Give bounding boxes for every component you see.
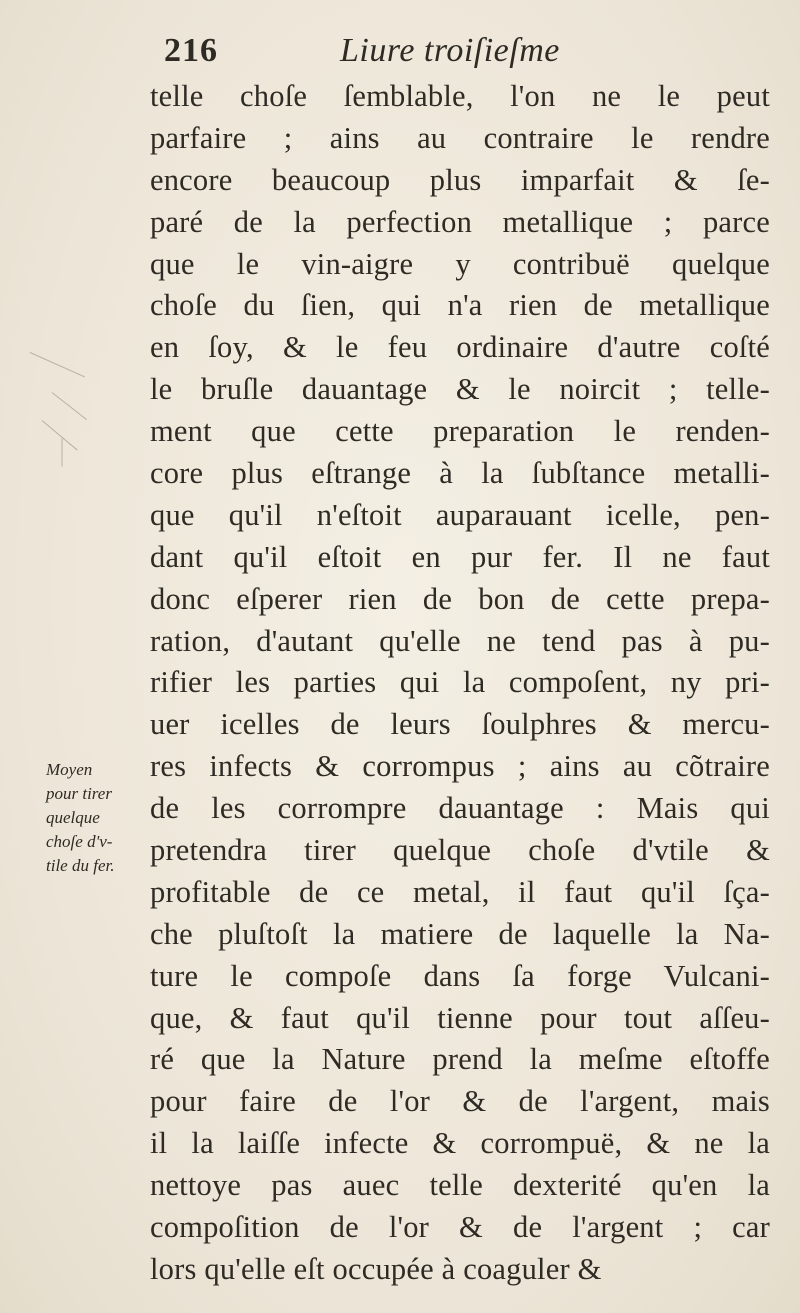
text-line: pour faire de l'or & de l'argent, mais xyxy=(150,1084,770,1119)
text-line: pretendra tirer quelque choſe d'vtile & xyxy=(150,833,770,868)
text-line: encore beaucoup plus imparfait & ſe- xyxy=(150,162,770,197)
text-line: nettoye pas auec telle dexterité qu'en la xyxy=(150,1168,770,1203)
text-line: compoſition de l'or & de l'argent ; car xyxy=(150,1210,770,1245)
running-title: Liure troiſieſme xyxy=(340,32,560,69)
text-line: ment que cette preparation le renden- xyxy=(150,414,770,449)
text-line: lors qu'elle eſt occupée à coaguler & xyxy=(150,1251,602,1286)
marginal-note-line: choſe d'v- xyxy=(46,832,113,851)
show-through-mark xyxy=(42,420,78,450)
marginal-note-line: quelque xyxy=(46,808,100,827)
text-line: de les corrompre dauantage : Mais qui xyxy=(150,791,770,826)
text-line: telle choſe ſemblable, l'on ne le peut xyxy=(150,79,770,113)
text-line: le bruſle dauantage & le noircit ; telle- xyxy=(150,372,770,407)
text-line: dant qu'il eſtoit en pur fer. Il ne faut xyxy=(150,539,770,574)
text-line: uer icelles de leurs ſoulphres & mercu- xyxy=(150,707,770,742)
marginal-note-line: Moyen xyxy=(46,760,93,779)
text-line: res infects & corrompus ; ains au cõtraire xyxy=(150,749,770,784)
text-line: core plus eſtrange à la ſubſtance metalli- xyxy=(150,456,770,491)
text-line: che pluſtoſt la matiere de laquelle la Na- xyxy=(150,916,770,951)
text-line: paré de la perfection metallique ; parce xyxy=(150,204,770,239)
show-through-mark xyxy=(52,392,87,420)
text-line: ration, d'autant qu'elle ne tend pas à pu- xyxy=(150,623,770,658)
page-header xyxy=(160,26,760,76)
body-text xyxy=(150,76,770,1291)
text-line: en ſoy, & le feu ordinaire d'autre coſté xyxy=(150,330,770,365)
text-line: parfaire ; ains au contraire le rendre xyxy=(150,120,770,155)
text-line: profitable de ce metal, il faut qu'il ſça- xyxy=(150,874,770,909)
marginal-note-line: tile du fer. xyxy=(46,856,115,875)
text-line: que qu'il n'eſtoit auparauant icelle, pen- xyxy=(150,497,770,532)
text-line: ture le compoſe dans ſa forge Vulcani- xyxy=(150,958,770,993)
text-line: choſe du ſien, qui n'a rien de metallique xyxy=(150,288,770,323)
page-number: 216 xyxy=(164,32,218,69)
show-through-mark xyxy=(30,352,85,377)
text-line: que le vin-aigre y contribuë quelque xyxy=(150,246,770,281)
text-line: que, & faut qu'il tienne pour tout aſſeu- xyxy=(150,1000,770,1035)
text-line: ré que la Nature prend la meſme eſtoffe xyxy=(150,1042,770,1077)
marginal-note xyxy=(46,758,150,878)
text-line: rifier les parties qui la compoſent, ny pri- xyxy=(150,665,770,700)
marginal-note-line: pour tirer xyxy=(46,784,112,803)
show-through-mark xyxy=(62,439,63,467)
text-line: il la laiſſe infecte & corrompuë, & ne la xyxy=(150,1126,770,1161)
text-line: donc eſperer rien de bon de cette prepa- xyxy=(150,581,770,616)
